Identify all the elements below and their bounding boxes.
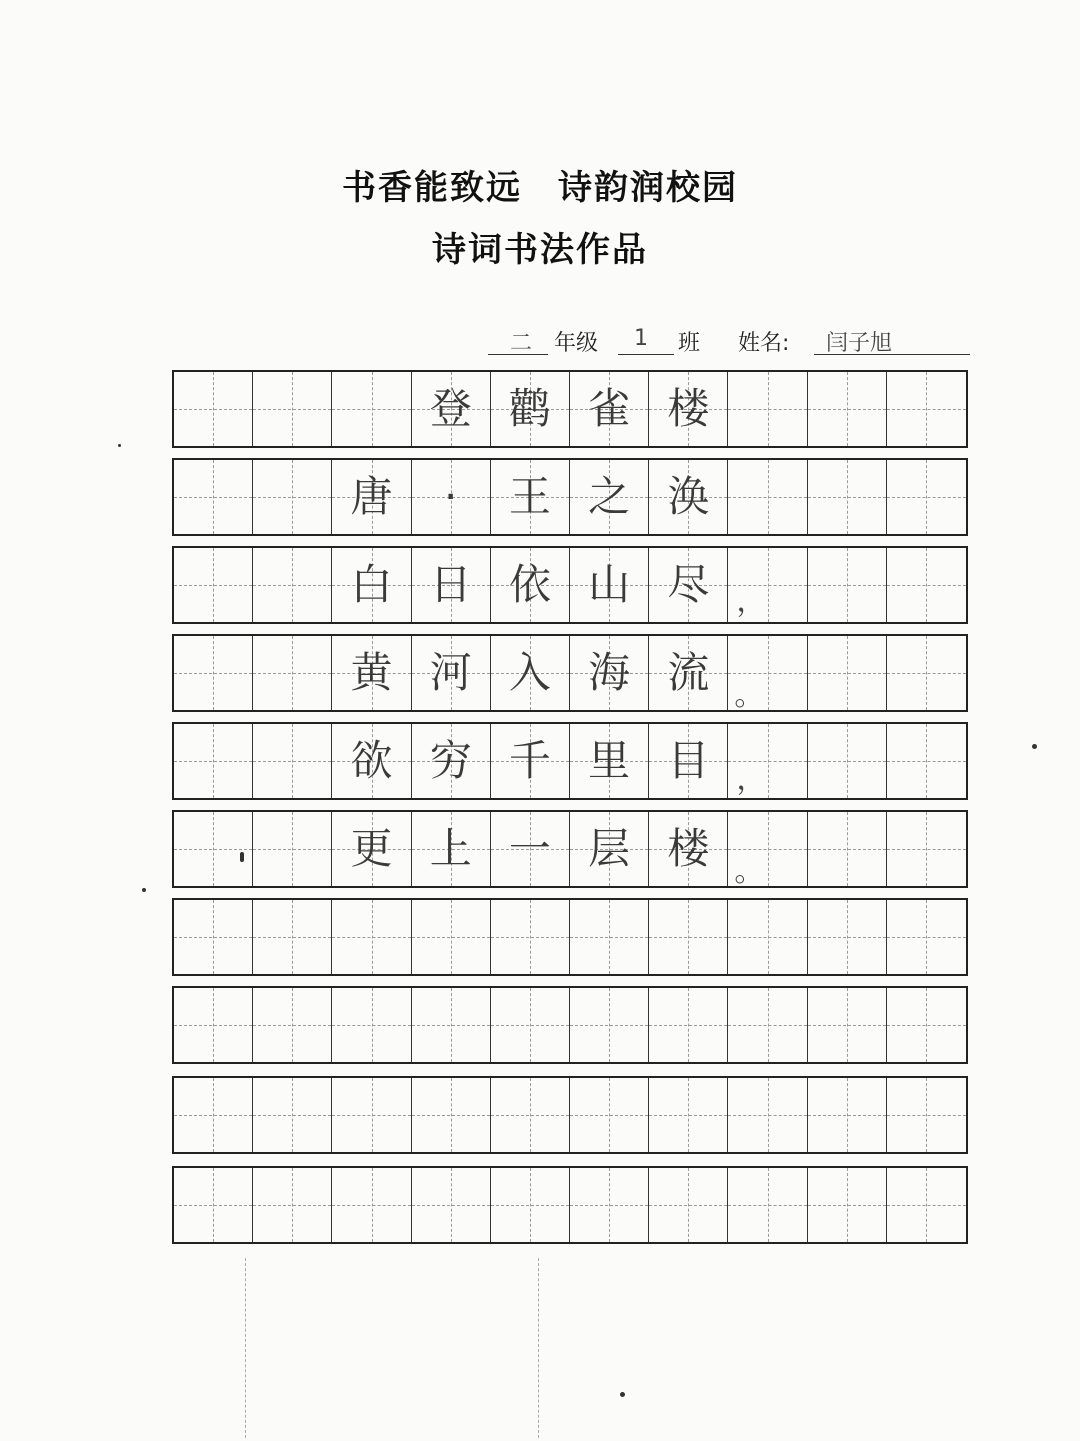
grid-cell xyxy=(728,372,807,446)
grid-cell xyxy=(412,812,491,886)
grid-row-line-4 xyxy=(172,810,968,888)
class-value: 1 xyxy=(634,326,648,351)
grid-cell xyxy=(808,988,887,1062)
grid-cell xyxy=(808,812,887,886)
name-label: 姓名: xyxy=(738,331,790,356)
grid-row-empty xyxy=(172,898,968,976)
grid-cell xyxy=(728,900,807,974)
grid-cell xyxy=(649,1078,728,1152)
grid-cell xyxy=(570,1168,649,1242)
poem-title-char: 登 xyxy=(429,384,472,433)
grid-cell xyxy=(570,548,649,622)
scan-fold-line xyxy=(538,1258,539,1438)
grid-cell xyxy=(174,636,253,710)
poem-title-char: 鹳 xyxy=(508,384,551,433)
grid-row-line-3 xyxy=(172,722,968,800)
grid-cell xyxy=(253,460,332,534)
grid-cell xyxy=(253,812,332,886)
scan-speck xyxy=(142,888,146,892)
name-underline xyxy=(814,354,970,355)
poem-char: 尽 xyxy=(667,560,710,609)
name-value: 闫子旭 xyxy=(826,331,893,356)
punctuation: ， xyxy=(736,584,767,619)
poem-char: 里 xyxy=(588,736,631,785)
grid-cell xyxy=(887,724,966,798)
poem-char: 日 xyxy=(429,560,472,609)
scan-speck xyxy=(118,444,121,447)
grade-value: 二 xyxy=(510,331,533,356)
grid-cell xyxy=(253,372,332,446)
grid-cell xyxy=(808,1078,887,1152)
grid-cell xyxy=(728,724,807,798)
grid-cell xyxy=(887,460,966,534)
grid-cell xyxy=(253,1078,332,1152)
grid-cell xyxy=(808,724,887,798)
grid-cell xyxy=(491,372,570,446)
grid-cell xyxy=(412,372,491,446)
poem-char: 山 xyxy=(588,560,631,609)
scan-speck xyxy=(1032,744,1037,749)
grid-cell xyxy=(728,1168,807,1242)
grid-row-line-2 xyxy=(172,634,968,712)
poem-char: 欲 xyxy=(350,736,393,785)
grid-row-empty xyxy=(172,986,968,1064)
scan-fold-line xyxy=(245,1258,246,1438)
grid-cell xyxy=(808,636,887,710)
poem-title-char: 雀 xyxy=(588,384,631,433)
grid-cell xyxy=(491,900,570,974)
grid-cell xyxy=(174,548,253,622)
grid-cell xyxy=(412,988,491,1062)
grid-cell xyxy=(491,724,570,798)
grade-label: 年级 xyxy=(554,331,599,356)
grid-cell xyxy=(253,724,332,798)
grid-cell xyxy=(174,900,253,974)
grid-cell xyxy=(649,636,728,710)
grid-cell xyxy=(332,548,411,622)
author-char: · xyxy=(444,472,458,521)
grid-cell xyxy=(808,1168,887,1242)
author-char: 涣 xyxy=(667,472,710,521)
grid-cell xyxy=(412,724,491,798)
grid-cell xyxy=(491,548,570,622)
grid-cell xyxy=(332,1078,411,1152)
punctuation: ， xyxy=(736,762,767,797)
grid-row-line-1 xyxy=(172,546,968,624)
grid-cell xyxy=(332,372,411,446)
grid-cell xyxy=(649,1168,728,1242)
poem-char: 更 xyxy=(350,824,393,873)
poem-char: 穷 xyxy=(429,736,472,785)
grid-cell xyxy=(174,1168,253,1242)
grid-cell xyxy=(887,900,966,974)
grid-row-empty xyxy=(172,1166,968,1244)
grid-cell xyxy=(174,1078,253,1152)
class-label: 班 xyxy=(678,331,701,356)
grid-cell xyxy=(412,636,491,710)
grid-cell xyxy=(570,1078,649,1152)
grid-cell xyxy=(253,988,332,1062)
grid-cell xyxy=(253,548,332,622)
grid-cell xyxy=(412,548,491,622)
grid-row-author xyxy=(172,458,968,536)
grid-cell xyxy=(174,812,253,886)
grid-cell xyxy=(887,988,966,1062)
grid-cell xyxy=(649,372,728,446)
grid-cell xyxy=(887,636,966,710)
grid-cell xyxy=(412,460,491,534)
grid-cell xyxy=(570,812,649,886)
grid-cell xyxy=(728,636,807,713)
grid-cell xyxy=(491,1078,570,1152)
grid-cell xyxy=(570,460,649,534)
grid-cell xyxy=(412,900,491,974)
grid-cell xyxy=(412,1168,491,1242)
poem-char: 黄 xyxy=(350,648,393,697)
grid-cell xyxy=(570,900,649,974)
poem-char: 楼 xyxy=(667,824,710,873)
poem-title-char: 楼 xyxy=(667,384,710,433)
grid-cell xyxy=(332,812,411,886)
grid-cell xyxy=(253,636,332,710)
grid-row-title xyxy=(172,370,968,448)
grid-cell xyxy=(332,900,411,974)
punctuation: 。 xyxy=(734,678,765,713)
grid-cell xyxy=(174,372,253,446)
grid-cell xyxy=(491,460,570,534)
grid-cell xyxy=(887,1078,966,1152)
grid-cell xyxy=(808,460,887,534)
grid-cell xyxy=(570,724,649,798)
grid-cell xyxy=(570,988,649,1062)
grid-cell xyxy=(332,460,411,534)
grid-cell xyxy=(649,548,728,622)
grid-cell xyxy=(570,372,649,446)
grid-cell xyxy=(174,724,253,798)
grid-cell xyxy=(808,900,887,974)
author-char: 王 xyxy=(508,472,551,521)
grade-underline xyxy=(488,354,548,355)
grid-cell xyxy=(649,900,728,974)
grid-cell xyxy=(332,636,411,710)
grid-cell xyxy=(649,988,728,1062)
grid-cell xyxy=(570,636,649,710)
poem-char: 目 xyxy=(667,736,710,785)
poem-char: 一 xyxy=(508,824,551,873)
grid-cell xyxy=(887,812,966,886)
poem-char: 流 xyxy=(667,648,710,697)
grid-cell xyxy=(174,988,253,1062)
grid-cell xyxy=(491,812,570,886)
grid-cell xyxy=(174,460,253,534)
poem-char: 入 xyxy=(508,648,551,697)
punctuation: 。 xyxy=(734,854,765,889)
poem-char: 白 xyxy=(350,560,393,609)
poem-char: 海 xyxy=(588,648,631,697)
grid-cell xyxy=(491,988,570,1062)
grid-cell xyxy=(728,548,807,622)
grid-cell xyxy=(728,812,807,889)
grid-cell xyxy=(887,548,966,622)
poem-char: 河 xyxy=(429,648,472,697)
grid-cell xyxy=(649,724,728,798)
poem-char: 层 xyxy=(588,824,631,873)
scan-speck xyxy=(620,1392,625,1397)
author-char: 唐 xyxy=(350,472,393,521)
student-info xyxy=(488,320,978,360)
grid-cell xyxy=(332,724,411,798)
grid-cell xyxy=(412,1078,491,1152)
class-underline xyxy=(618,354,674,355)
scan-speck xyxy=(240,852,244,862)
grid-cell xyxy=(649,812,728,886)
grid-cell xyxy=(887,372,966,446)
page-subtitle: 诗词书法作品 xyxy=(432,230,648,270)
poem-char: 千 xyxy=(508,736,551,785)
page-title: 书香能致远 诗韵润校园 xyxy=(342,168,738,208)
grid-cell xyxy=(728,460,807,534)
grid-cell xyxy=(728,988,807,1062)
grid-cell xyxy=(332,988,411,1062)
grid-cell xyxy=(253,1168,332,1242)
grid-cell xyxy=(728,1078,807,1152)
author-char: 之 xyxy=(588,472,631,521)
grid-row-empty xyxy=(172,1076,968,1154)
grid-cell xyxy=(649,460,728,534)
grid-cell xyxy=(253,900,332,974)
grid-cell xyxy=(491,636,570,710)
poem-char: 依 xyxy=(508,560,551,609)
grid-cell xyxy=(808,548,887,622)
grid-cell xyxy=(887,1168,966,1242)
grid-cell xyxy=(491,1168,570,1242)
grid-cell xyxy=(808,372,887,446)
poem-char: 上 xyxy=(429,824,472,873)
grid-cell xyxy=(332,1168,411,1242)
